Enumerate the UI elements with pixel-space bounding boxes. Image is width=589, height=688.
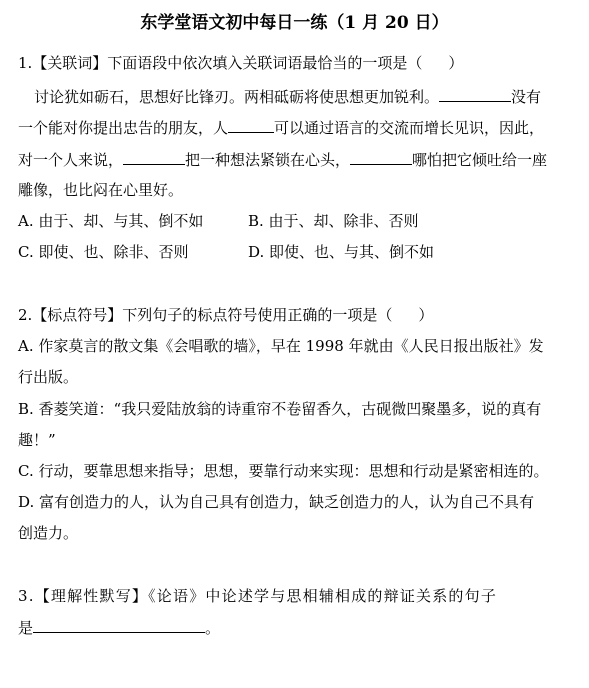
q1-fill-blank-1[interactable]: [439, 85, 511, 102]
q1-passage-line-3: [18, 148, 547, 170]
q1-p3c: 哪怕把它倾吐给一座: [412, 151, 548, 169]
q3-answer-line: [18, 616, 220, 638]
q2-stem: [18, 304, 433, 326]
q1-fill-blank-2[interactable]: [228, 116, 274, 133]
q3-prefix: 是: [18, 619, 34, 637]
q1-p2a: 一个能对你提出忠告的朋友，人: [18, 119, 229, 137]
q2-option-a-line-2[interactable]: 行出版。: [18, 368, 79, 386]
q1-passage-line-4: 雕像，也比闷在心里好。: [18, 181, 184, 199]
q2-option-d-line-1[interactable]: D. 富有创造力的人，认为自己具有创造力，缺乏创造力的人，认为自己不具有: [18, 493, 535, 511]
q2-option-d-line-2[interactable]: 创造力。: [18, 524, 79, 542]
q1-p3a: 对一个人来说，: [18, 151, 124, 169]
q1-options-row-2: [18, 241, 578, 263]
q1-option-a[interactable]: A. 由于、却、与其、倒不如: [18, 212, 204, 230]
q1-fill-blank-4[interactable]: [350, 148, 412, 165]
q2-option-c[interactable]: C. 行动，要靠思想来指导；思想，要靠行动来实现：思想和行动是紧密相连的。: [18, 462, 549, 480]
q3-stem: 3.【理解性默写】《论语》中论述学与思相辅相成的辩证关系的句子: [18, 587, 498, 605]
q2-option-b-line-1[interactable]: B. 香菱笑道：“我只爱陆放翁的诗重帘不卷留香久，古砚微凹聚墨多，说的真有: [18, 400, 542, 418]
q1-stem-close: ）: [448, 54, 464, 72]
q2-option-b-line-2[interactable]: 趣！”: [18, 431, 56, 449]
q1-option-d[interactable]: D. 即使、也、与其、倒不如: [248, 243, 435, 261]
q1-p1b: 没有: [511, 88, 542, 106]
q2-stem-close: ）: [418, 306, 434, 324]
q1-stem-text: 1.【关联词】下面语段中依次填入关联词语最恰当的一项是（: [18, 54, 423, 72]
q1-passage-line-2: [18, 116, 544, 138]
q1-fill-blank-3[interactable]: [123, 148, 185, 165]
q2-option-a-line-1[interactable]: A. 作家莫言的散文集《会唱歌的墙》，早在 1998 年就由《人民日报出版社》发: [18, 337, 544, 355]
q1-p2b: 可以通过语言的交流而增长见识，因此，: [274, 119, 545, 137]
q1-stem: [18, 52, 463, 74]
q3-period: 。: [205, 619, 221, 637]
q3-fill-blank[interactable]: [33, 616, 205, 633]
q1-p1a: 讨论犹如砺石，思想好比锋刃。两相砥砺将使思想更加锐利。: [34, 88, 440, 106]
page-title: 东学堂语文初中每日一练（1 月 20 日）: [140, 13, 449, 33]
q1-options-row-1: [18, 210, 578, 232]
q1-option-c[interactable]: C. 即使、也、除非、否则: [18, 243, 189, 261]
q1-option-b[interactable]: B. 由于、却、除非、否则: [248, 212, 419, 230]
q1-p3b: 把一种想法紧锁在心头，: [185, 151, 351, 169]
q2-stem-text: 2.【标点符号】下列句子的标点符号使用正确的一项是（: [18, 306, 393, 324]
q1-passage-line-1: [34, 85, 541, 107]
